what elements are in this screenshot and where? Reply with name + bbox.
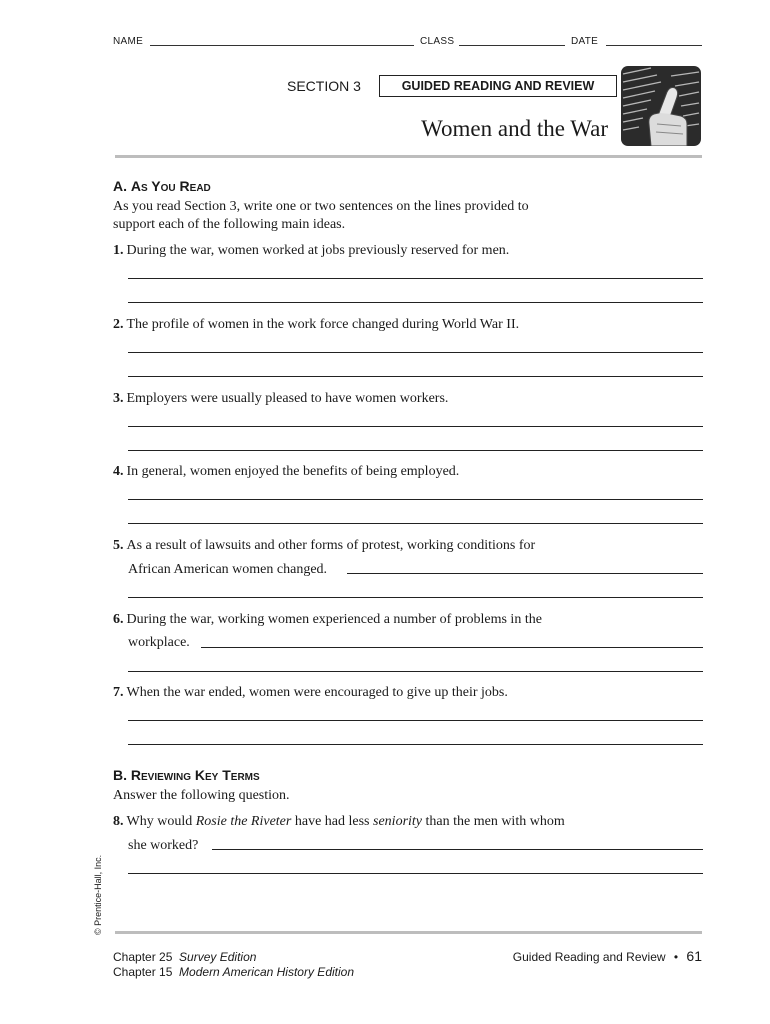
copyright-notice: © Prentice-Hall, Inc. — [93, 854, 103, 935]
answer-line[interactable] — [128, 744, 703, 745]
part-b-heading: B. Reviewing Key Terms — [113, 767, 260, 783]
answer-line[interactable] — [128, 523, 703, 524]
name-field[interactable] — [150, 45, 414, 46]
question-2: 2. The profile of women in the work force changed during World War II. — [113, 317, 520, 332]
footer-label: Guided Reading and Review — [512, 950, 666, 964]
question-8: 8. Why would Rosie the Riveter have had less seniority than the men with whom — [113, 814, 565, 829]
footer-chapter-modern: Chapter 15 Modern American History Edition — [113, 965, 355, 979]
answer-line[interactable] — [128, 302, 703, 303]
question-4: 4. In general, women enjoyed the benefits of being employed. — [113, 464, 460, 479]
date-label: DATE — [571, 36, 599, 47]
answer-line[interactable] — [128, 450, 703, 451]
section-banner: GUIDED READING AND REVIEW — [379, 75, 617, 97]
footer-page-info — [513, 948, 702, 964]
answer-line[interactable] — [128, 376, 703, 377]
pointing-hand-on-text-icon — [621, 66, 701, 146]
question-5-continued: African American women changed. — [128, 562, 328, 577]
footer-chapter-survey: Chapter 25 Survey Edition — [113, 950, 257, 964]
answer-line[interactable] — [201, 647, 703, 648]
answer-line[interactable] — [128, 352, 703, 353]
answer-line[interactable] — [128, 671, 703, 672]
answer-line[interactable] — [128, 720, 703, 721]
question-3: 3. Employers were usually pleased to have women workers. — [113, 391, 449, 406]
class-label: CLASS — [420, 36, 455, 47]
term-seniority: seniority — [373, 814, 423, 829]
question-6-continued: workplace. — [128, 635, 190, 650]
answer-line[interactable] — [128, 278, 703, 279]
part-a-heading: A. As You Read — [113, 178, 211, 194]
question-1: 1. During the war, women worked at jobs previously reserved for men. — [113, 243, 510, 258]
answer-line[interactable] — [347, 573, 703, 574]
question-5: 5. As a result of lawsuits and other forms of protest, working conditions for — [113, 538, 536, 553]
top-divider — [115, 155, 702, 158]
answer-line[interactable] — [128, 426, 703, 427]
footer-bullet: • — [673, 950, 679, 964]
question-8-continued: she worked? — [128, 838, 199, 853]
answer-line[interactable] — [128, 873, 703, 874]
date-field[interactable] — [606, 45, 702, 46]
answer-line[interactable] — [212, 849, 703, 850]
bottom-divider — [115, 931, 702, 934]
answer-line[interactable] — [128, 597, 703, 598]
term-rosie-the-riveter: Rosie the Riveter — [195, 814, 292, 829]
name-label: NAME — [113, 36, 144, 47]
page-title: Women and the War — [421, 116, 608, 141]
answer-line[interactable] — [128, 499, 703, 500]
part-a-instructions: As you read Section 3, write one or two sentences on the lines provided to support each of the following main ideas. — [113, 199, 529, 232]
class-field[interactable] — [459, 45, 565, 46]
question-6: 6. During the war, working women experienced a number of problems in the — [113, 612, 542, 627]
section-number: SECTION 3 — [287, 78, 361, 94]
question-7: 7. When the war ended, women were encouraged to give up their jobs. — [113, 685, 508, 700]
page-number: 61 — [686, 948, 702, 964]
part-b-instructions: Answer the following question. — [113, 788, 290, 803]
